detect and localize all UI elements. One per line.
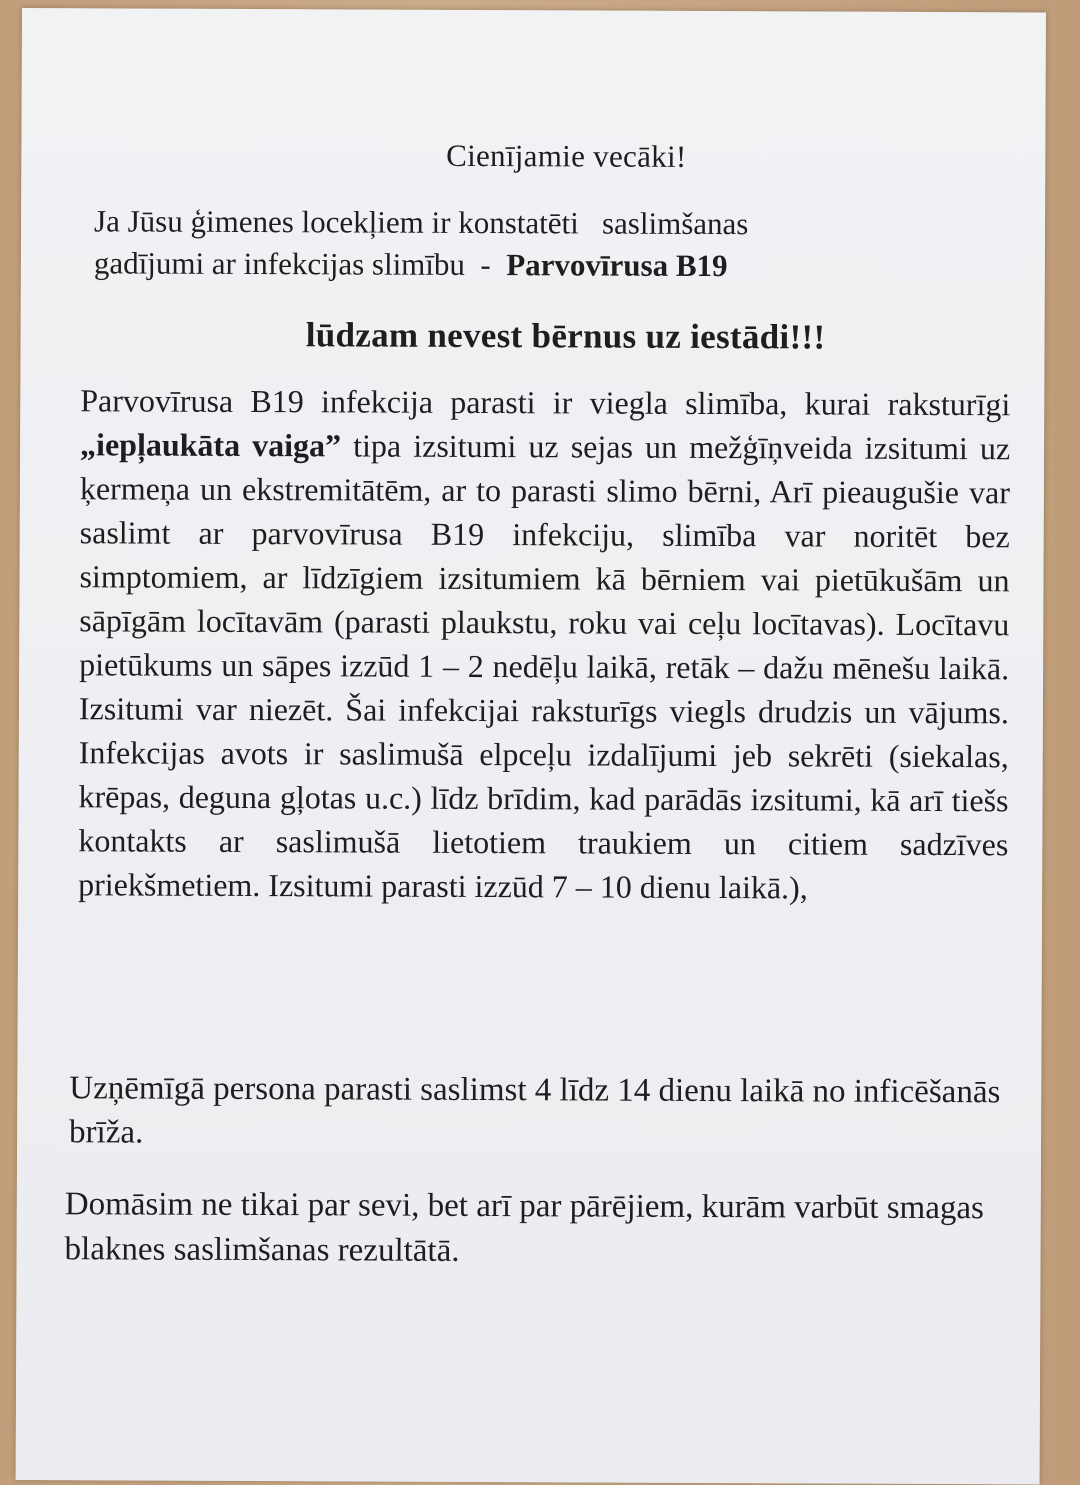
closing-paragraph: Domāsim ne tikai par sevi, bet arī par pārējiem, kurām varbūt smagas blaknes saslimšanas rezultātā. xyxy=(64,1186,984,1269)
description-text-start: Parvovīrusa B19 infekcija parasti ir viegla slimība, kurai raksturīgi xyxy=(80,382,1011,423)
slapped-cheek-term: „iepļaukāta vaiga” xyxy=(80,426,342,464)
intro-line-2 xyxy=(94,242,974,288)
disease-description-paragraph xyxy=(78,378,1010,910)
printed-notice-sheet xyxy=(16,8,1046,1484)
main-request-heading: lūdzam nevest bērnus uz iestādi!!! xyxy=(305,315,826,357)
description-text-rest: tipa izsitumi uz sejas un mežģīņveida izsitumi uz ķermeņa un ekstremitātēm, ar to parasti slimo bērni, Arī pieaugušie var saslimt ar parvovīrusa B19 infekciju, slimība var noritēt bez simptomiem, ar līdzīgiem izsitumiem kā bērniem vai pietūkušām un sāpīgām locītavām (parasti plaukstu, roku vai ceļu locītavas). Locītavu pietūkums un sāpes izzūd 1 – 2 nedēļu laikā, retāk – dažu mēnešu laikā. Izsitumi var niezēt. Šai infekcijai raksturīgs viegls drudzis un vājums. Infekcijas avots ir saslimušā elpceļu izdalījumi jeb sekrēti (siekalas, krēpas, deguna gļotas u.c.) līdz brīdim, kad parādās izsitumi, kā arī tiešs kontakts ar saslimušā lietotiem traukiem un citiem sadzīves priekšmetiem. Izsitumi parasti izzūd 7 – 10 dienu laikā.), xyxy=(78,427,1011,906)
intro-line-1: Ja Jūsu ģimenes locekļiem ir konstatēti saslimšanas xyxy=(93,203,749,242)
intro-paragraph xyxy=(94,200,974,288)
incubation-paragraph: Uzņēmīgā persona parasti saslimst 4 līdz 14 dienu laikā no inficēšanās brīža. xyxy=(69,1070,1001,1151)
disease-name: Parvovīrusa B19 xyxy=(506,247,728,284)
intro-line-2-text: gadījumi ar infekcijas slimību - xyxy=(93,245,507,283)
greeting-heading: Cienījamie vecāki! xyxy=(446,137,687,174)
